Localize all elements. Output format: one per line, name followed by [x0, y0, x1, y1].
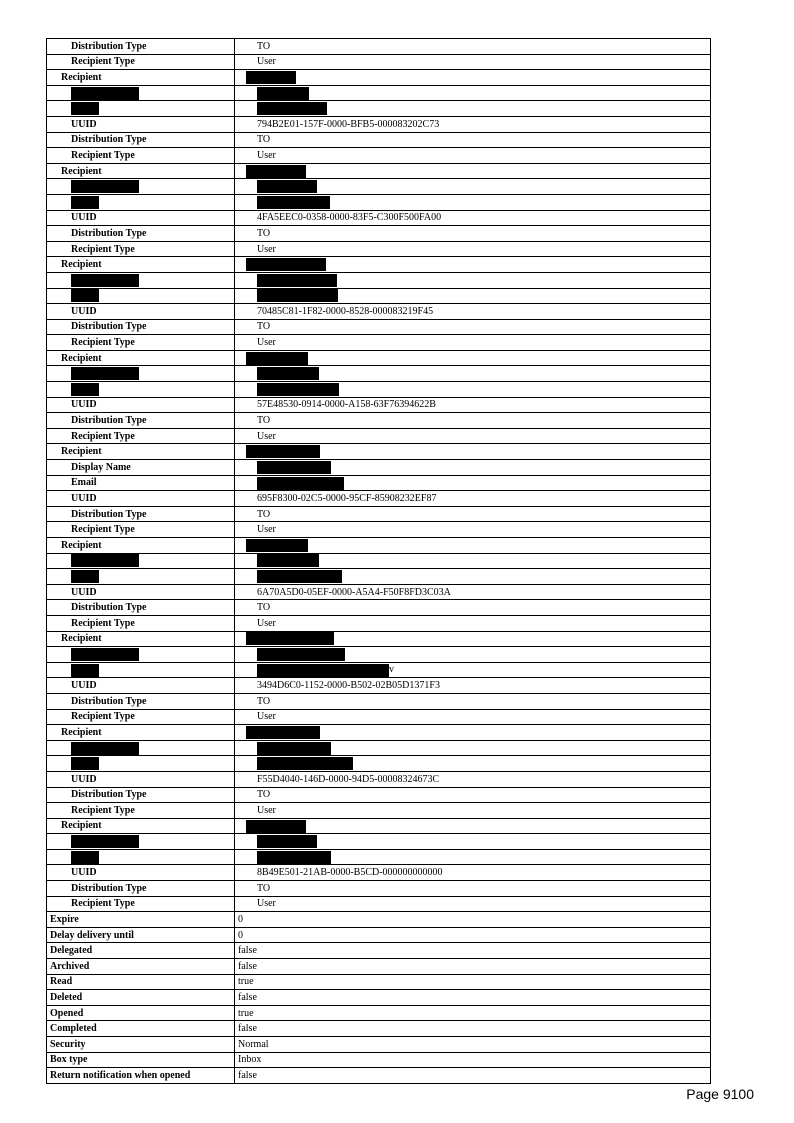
redaction-block [71, 274, 139, 287]
redaction-block [257, 289, 338, 302]
row-label: Recipient Type [47, 428, 235, 444]
table-row [47, 600, 711, 616]
row-label: Return notification when opened [47, 1068, 235, 1084]
table-row [47, 943, 711, 959]
row-label: Recipient [47, 70, 235, 86]
redaction-block [71, 87, 139, 100]
row-label: UUID [47, 397, 235, 413]
row-value: User [235, 54, 711, 70]
table-row [47, 803, 711, 819]
table-row [47, 647, 711, 663]
table-row [47, 881, 711, 897]
row-label: UUID [47, 304, 235, 320]
table-row [47, 538, 711, 554]
row-value: 695F8300-02C5-0000-95CF-85908232EF87 [235, 491, 711, 507]
row-label: Deleted [47, 990, 235, 1006]
table-row [47, 990, 711, 1006]
row-label [47, 756, 235, 772]
row-value [235, 257, 711, 273]
table-row [47, 444, 711, 460]
row-label: Distribution Type [47, 39, 235, 55]
table-row [47, 615, 711, 631]
redaction-block [246, 258, 326, 271]
row-value: TO [235, 600, 711, 616]
row-label: Recipient Type [47, 54, 235, 70]
redaction-block [71, 835, 139, 848]
table-row [47, 335, 711, 351]
redaction-block [246, 539, 308, 552]
row-value [235, 818, 711, 834]
row-value [235, 288, 711, 304]
row-label: Recipient [47, 444, 235, 460]
row-value [235, 849, 711, 865]
table-row [47, 366, 711, 382]
row-label [47, 647, 235, 663]
row-value: Inbox [235, 1052, 711, 1068]
row-label: Security [47, 1037, 235, 1053]
row-label [47, 834, 235, 850]
row-value [235, 366, 711, 382]
redaction-block [257, 477, 344, 490]
row-value [235, 538, 711, 554]
row-label: Recipient [47, 163, 235, 179]
table-row [47, 194, 711, 210]
redaction-block [257, 367, 319, 380]
row-value [235, 725, 711, 741]
redaction-block [257, 180, 317, 193]
row-value [235, 350, 711, 366]
row-label: UUID [47, 491, 235, 507]
row-value: User [235, 335, 711, 351]
row-value: User [235, 615, 711, 631]
row-value: TO [235, 413, 711, 429]
row-label: Recipient Type [47, 522, 235, 538]
table-row [47, 460, 711, 476]
row-label: Completed [47, 1021, 235, 1037]
table-row [47, 584, 711, 600]
row-label [47, 662, 235, 678]
table-row [47, 834, 711, 850]
table-row [47, 132, 711, 148]
table-row [47, 428, 711, 444]
row-label: Recipient [47, 350, 235, 366]
table-row [47, 179, 711, 195]
redaction-block [257, 274, 337, 287]
row-label: Recipient Type [47, 148, 235, 164]
row-label [47, 382, 235, 398]
row-value [235, 179, 711, 195]
row-value [235, 85, 711, 101]
row-value: TO [235, 881, 711, 897]
row-value [235, 194, 711, 210]
row-label [47, 179, 235, 195]
redaction-block [257, 383, 339, 396]
row-label: UUID [47, 116, 235, 132]
row-value: 0 [235, 912, 711, 928]
row-label: Delegated [47, 943, 235, 959]
row-value: 57E48530-0914-0000-A158-63F76394622B [235, 397, 711, 413]
row-value: 794B2E01-157F-0000-BFB5-000083202C73 [235, 116, 711, 132]
row-value: User [235, 148, 711, 164]
row-value: TO [235, 226, 711, 242]
table-row [47, 39, 711, 55]
redaction-block [71, 367, 139, 380]
redaction-block [257, 196, 330, 209]
table-row [47, 85, 711, 101]
redaction-block [257, 664, 389, 677]
redaction-block [257, 87, 309, 100]
row-label: Distribution Type [47, 506, 235, 522]
redaction-block [257, 742, 331, 755]
table-row [47, 631, 711, 647]
row-value [235, 647, 711, 663]
row-value: false [235, 990, 711, 1006]
redaction-block [71, 742, 139, 755]
row-value [235, 460, 711, 476]
table-row [47, 927, 711, 943]
row-value: true [235, 974, 711, 990]
redaction-block [257, 570, 342, 583]
row-label: Recipient Type [47, 709, 235, 725]
table-row [47, 148, 711, 164]
table-row [47, 849, 711, 865]
table-row [47, 1037, 711, 1053]
row-label: Recipient [47, 725, 235, 741]
table-row [47, 865, 711, 881]
row-label: Distribution Type [47, 600, 235, 616]
row-label: Recipient Type [47, 241, 235, 257]
redaction-block [257, 851, 331, 864]
row-value [235, 756, 711, 772]
row-value [235, 272, 711, 288]
redaction-block [257, 757, 353, 770]
table-row [47, 756, 711, 772]
row-label: Archived [47, 959, 235, 975]
row-label: Opened [47, 1005, 235, 1021]
table-row [47, 54, 711, 70]
row-label [47, 85, 235, 101]
table-row [47, 787, 711, 803]
row-label: UUID [47, 584, 235, 600]
table-row [47, 553, 711, 569]
table-row [47, 818, 711, 834]
table-row [47, 397, 711, 413]
table-row [47, 569, 711, 585]
table-row [47, 413, 711, 429]
row-value [235, 740, 711, 756]
table-row [47, 896, 711, 912]
redaction-block [71, 648, 139, 661]
redaction-block [257, 648, 345, 661]
row-label: Distribution Type [47, 693, 235, 709]
row-value-suffix: v [389, 664, 394, 676]
row-value: true [235, 1005, 711, 1021]
table-row [47, 678, 711, 694]
table-row [47, 288, 711, 304]
row-label: Recipient [47, 538, 235, 554]
row-value: Normal [235, 1037, 711, 1053]
row-label: UUID [47, 771, 235, 787]
table-row [47, 210, 711, 226]
table-row [47, 319, 711, 335]
row-label: Expire [47, 912, 235, 928]
row-label [47, 553, 235, 569]
table-row [47, 506, 711, 522]
redaction-block [246, 445, 320, 458]
row-value: User [235, 428, 711, 444]
row-label [47, 849, 235, 865]
row-label: Read [47, 974, 235, 990]
table-row [47, 272, 711, 288]
table-row [47, 974, 711, 990]
row-value: 3494D6C0-1152-0000-B502-02B05D1371F3 [235, 678, 711, 694]
row-value [235, 475, 711, 491]
table-row [47, 959, 711, 975]
table-row [47, 522, 711, 538]
table-row [47, 725, 711, 741]
row-label: Recipient Type [47, 335, 235, 351]
redaction-block [246, 820, 306, 833]
row-label [47, 740, 235, 756]
table-row [47, 163, 711, 179]
table-row [47, 912, 711, 928]
table-row [47, 1052, 711, 1068]
row-label: Distribution Type [47, 787, 235, 803]
row-value: User [235, 803, 711, 819]
redaction-block [71, 851, 99, 864]
row-value [235, 569, 711, 585]
row-value [235, 662, 711, 678]
row-label: Distribution Type [47, 226, 235, 242]
table-row [47, 1005, 711, 1021]
row-value: User [235, 522, 711, 538]
redaction-block [71, 554, 139, 567]
row-label [47, 272, 235, 288]
table-row [47, 350, 711, 366]
table-row [47, 693, 711, 709]
row-value: User [235, 896, 711, 912]
row-value: 6A70A5D0-05EF-0000-A5A4-F50F8FD3C03A [235, 584, 711, 600]
row-value [235, 163, 711, 179]
redaction-block [257, 835, 317, 848]
row-label: Recipient [47, 631, 235, 647]
row-value: User [235, 241, 711, 257]
row-value: TO [235, 506, 711, 522]
row-value: false [235, 959, 711, 975]
redaction-block [71, 196, 99, 209]
table-row [47, 1068, 711, 1084]
row-value: TO [235, 787, 711, 803]
row-value [235, 631, 711, 647]
row-label: Recipient Type [47, 615, 235, 631]
row-label: Recipient Type [47, 803, 235, 819]
row-label: Distribution Type [47, 413, 235, 429]
row-label: Display Name [47, 460, 235, 476]
row-label: Recipient Type [47, 896, 235, 912]
row-value: TO [235, 319, 711, 335]
table-row [47, 116, 711, 132]
row-value: TO [235, 132, 711, 148]
row-label: UUID [47, 210, 235, 226]
redaction-block [71, 570, 99, 583]
table-row [47, 382, 711, 398]
redaction-block [71, 664, 99, 677]
row-value [235, 834, 711, 850]
table-row [47, 101, 711, 117]
row-value [235, 444, 711, 460]
row-label: Box type [47, 1052, 235, 1068]
row-value [235, 70, 711, 86]
table-row [47, 257, 711, 273]
row-label [47, 366, 235, 382]
page-number: Page 9100 [686, 1086, 754, 1102]
row-label [47, 194, 235, 210]
redaction-block [246, 165, 306, 178]
row-label: Email [47, 475, 235, 491]
table-row [47, 304, 711, 320]
redaction-block [246, 71, 296, 84]
row-value: TO [235, 39, 711, 55]
row-value: F55D4040-146D-0000-94D5-00008324673C [235, 771, 711, 787]
redaction-block [71, 102, 99, 115]
row-label: Delay delivery until [47, 927, 235, 943]
row-value: false [235, 1068, 711, 1084]
row-value: 70485C81-1F82-0000-8528-000083219F45 [235, 304, 711, 320]
row-value: TO [235, 693, 711, 709]
table-row [47, 241, 711, 257]
row-label [47, 569, 235, 585]
redaction-block [71, 757, 99, 770]
row-label: Distribution Type [47, 132, 235, 148]
row-value [235, 553, 711, 569]
row-label [47, 288, 235, 304]
row-value: 4FA5EEC0-0358-0000-83F5-C300F500FA00 [235, 210, 711, 226]
table-row [47, 226, 711, 242]
redaction-block [246, 632, 334, 645]
row-label: Distribution Type [47, 881, 235, 897]
row-value: false [235, 1021, 711, 1037]
table-row [47, 70, 711, 86]
row-value: User [235, 709, 711, 725]
row-label: Distribution Type [47, 319, 235, 335]
row-value: 8B49E501-21AB-0000-B5CD-000000000000 [235, 865, 711, 881]
row-label: Recipient [47, 818, 235, 834]
properties-table [46, 38, 711, 1084]
table-row [47, 662, 711, 678]
table-row [47, 740, 711, 756]
row-label [47, 101, 235, 117]
row-label: Recipient [47, 257, 235, 273]
row-label: UUID [47, 865, 235, 881]
table-row [47, 771, 711, 787]
redaction-block [246, 352, 308, 365]
table-row [47, 1021, 711, 1037]
row-value [235, 101, 711, 117]
redaction-block [246, 726, 320, 739]
row-label: UUID [47, 678, 235, 694]
redaction-block [71, 383, 99, 396]
redaction-block [71, 180, 139, 193]
redaction-block [71, 289, 99, 302]
properties-table-body [47, 39, 711, 1084]
redaction-block [257, 554, 319, 567]
redaction-block [257, 102, 327, 115]
table-row [47, 475, 711, 491]
row-value: 0 [235, 927, 711, 943]
table-row [47, 491, 711, 507]
table-row [47, 709, 711, 725]
redaction-block [257, 461, 331, 474]
row-value: false [235, 943, 711, 959]
row-value [235, 382, 711, 398]
